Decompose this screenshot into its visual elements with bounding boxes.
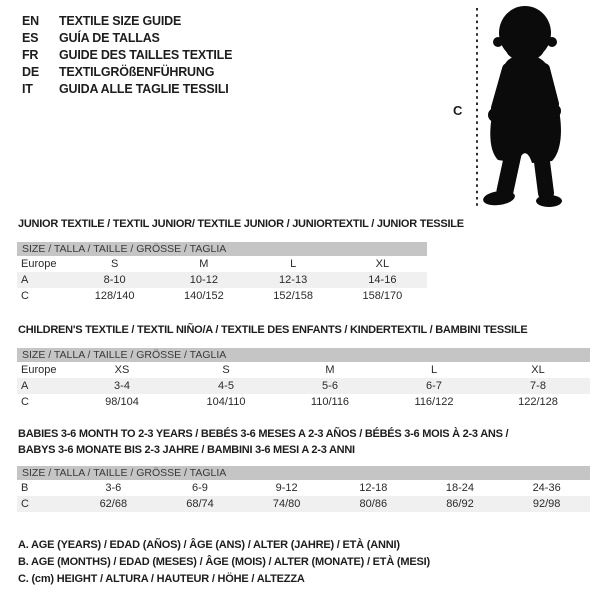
language-row: [22, 80, 232, 97]
junior-size-table: [17, 256, 427, 304]
value-cell: M: [199, 258, 209, 270]
value-cell: 12-13: [279, 274, 308, 286]
value-cell: 92/98: [532, 498, 561, 510]
value-cell: XL: [375, 258, 390, 270]
language-code: FR: [22, 47, 39, 62]
language-code: ES: [22, 30, 39, 45]
value-cell: S: [222, 364, 230, 376]
children-size-table: [17, 362, 590, 410]
value-cell: M: [325, 364, 335, 376]
table-row: [17, 480, 590, 496]
value-cell: 6-9: [192, 482, 208, 494]
value-cell: XS: [114, 364, 130, 376]
table-row: [17, 378, 590, 394]
value-cell: 116/122: [414, 396, 454, 408]
value-cell: 24-36: [532, 482, 561, 494]
size-header-label: SIZE / TALLA / TAILLE / GRÖSSE / TAGLIA: [22, 467, 227, 479]
table-row: [17, 288, 427, 304]
value-cell: 3-4: [114, 380, 130, 392]
language-row: [22, 12, 232, 29]
value-cell: 128/140: [94, 290, 135, 302]
value-cell: 158/170: [362, 290, 403, 302]
babies-table-section: [17, 426, 590, 512]
footnote-b: B. AGE (MONTHS) / EDAD (MESES) / ÂGE (MOIS) / ALTER (MONATE) / ETÀ (MESI): [18, 556, 430, 568]
table-row: [17, 272, 427, 288]
value-cell: 62/68: [99, 498, 128, 510]
value-cell: XL: [531, 364, 545, 376]
row-label: B: [21, 482, 29, 494]
value-cell: 14-16: [368, 274, 397, 286]
value-cell: 5-6: [322, 380, 338, 392]
table-title: CHILDREN'S TEXTILE / TEXTIL NIÑO/A / TEXTILE DES ENFANTS / KINDERTEXTIL / BAMBINI TESSILE: [18, 324, 528, 336]
table-title-line2: BABYS 3-6 MONATE BIS 2-3 JAHRE / BAMBINI 3-6 MESI A 2-3 ANNI: [18, 444, 355, 456]
value-cell: S: [110, 258, 119, 270]
value-cell: 12-18: [359, 482, 388, 494]
value-cell: 7-8: [530, 380, 546, 392]
language-title: GUIDE DES TAILLES TEXTILE: [59, 47, 233, 62]
table-title: JUNIOR TEXTILE / TEXTIL JUNIOR/ TEXTILE JUNIOR / JUNIORTEXTIL / JUNIOR TESSILE: [18, 218, 464, 230]
value-cell: 86/92: [446, 498, 474, 510]
value-cell: 110/116: [310, 396, 350, 408]
baby-figure: [448, 2, 598, 214]
value-cell: 8-10: [103, 274, 126, 286]
language-title: GUÍA DE TALLAS: [59, 30, 160, 45]
row-label: C: [21, 498, 29, 510]
value-cell: 4-5: [218, 380, 234, 392]
language-title: TEXTILGRÖßENFÜHRUNG: [59, 64, 215, 79]
language-row: [22, 46, 232, 63]
height-label-c: C: [453, 103, 463, 118]
size-header-label: SIZE / TALLA / TAILLE / GRÖSSE / TAGLIA: [22, 349, 227, 361]
value-cell: 68/74: [186, 498, 214, 510]
value-cell: 10-12: [189, 274, 218, 286]
size-header-bar: [17, 466, 590, 480]
value-cell: 74/80: [272, 498, 301, 510]
row-label: Europe: [21, 258, 57, 270]
value-cell: 152/158: [273, 290, 313, 302]
value-cell: 18-24: [445, 482, 475, 494]
footnotes: [18, 537, 430, 588]
row-label: C: [21, 396, 29, 408]
value-cell: 6-7: [426, 380, 442, 392]
table-title-line1: BABIES 3-6 MONTH TO 2-3 YEARS / BEBÉS 3-6 MESES A 2-3 AÑOS / BÉBÉS 3-6 MOIS À 2-3 ANS /: [18, 428, 509, 440]
value-cell: L: [430, 364, 438, 376]
baby-silhouette: [448, 2, 598, 214]
babies-size-table: [17, 480, 590, 512]
value-cell: L: [290, 258, 297, 270]
row-label: C: [21, 290, 29, 302]
junior-table-section: [17, 218, 464, 304]
value-cell: 98/104: [105, 396, 139, 408]
language-list: [22, 12, 232, 97]
row-label: A: [21, 274, 29, 286]
table-row: [17, 362, 590, 378]
row-label: Europe: [21, 364, 57, 376]
value-cell: 140/152: [183, 290, 224, 302]
size-header-bar: [17, 242, 427, 256]
table-title: [18, 426, 590, 458]
value-cell: 3-6: [105, 482, 122, 494]
children-table-section: [17, 324, 590, 410]
value-cell: 104/110: [206, 396, 246, 408]
table-row: [17, 256, 427, 272]
language-title: TEXTILE SIZE GUIDE: [59, 13, 182, 28]
language-row: [22, 63, 232, 80]
table-row: [17, 496, 590, 512]
value-cell: 122/128: [518, 396, 558, 408]
value-cell: 80/86: [359, 498, 388, 510]
language-code: IT: [22, 81, 33, 96]
language-title: GUIDA ALLE TAGLIE TESSILI: [59, 81, 229, 96]
size-header-label: SIZE / TALLA / TAILLE / GRÖSSE / TAGLIA: [22, 243, 227, 255]
table-row: [17, 394, 590, 410]
language-row: [22, 29, 232, 46]
footnote-c: C. (cm) HEIGHT / ALTURA / HAUTEUR / HÖHE / ALTEZZA: [18, 573, 305, 585]
size-header-bar: [17, 348, 590, 362]
row-label: A: [21, 380, 29, 392]
footnote-a: A. AGE (YEARS) / EDAD (AÑOS) / ÂGE (ANS) / ALTER (JAHRE) / ETÀ (ANNI): [18, 539, 400, 551]
value-cell: 9-12: [275, 482, 298, 494]
language-code: EN: [22, 13, 39, 28]
language-code: DE: [22, 64, 39, 79]
